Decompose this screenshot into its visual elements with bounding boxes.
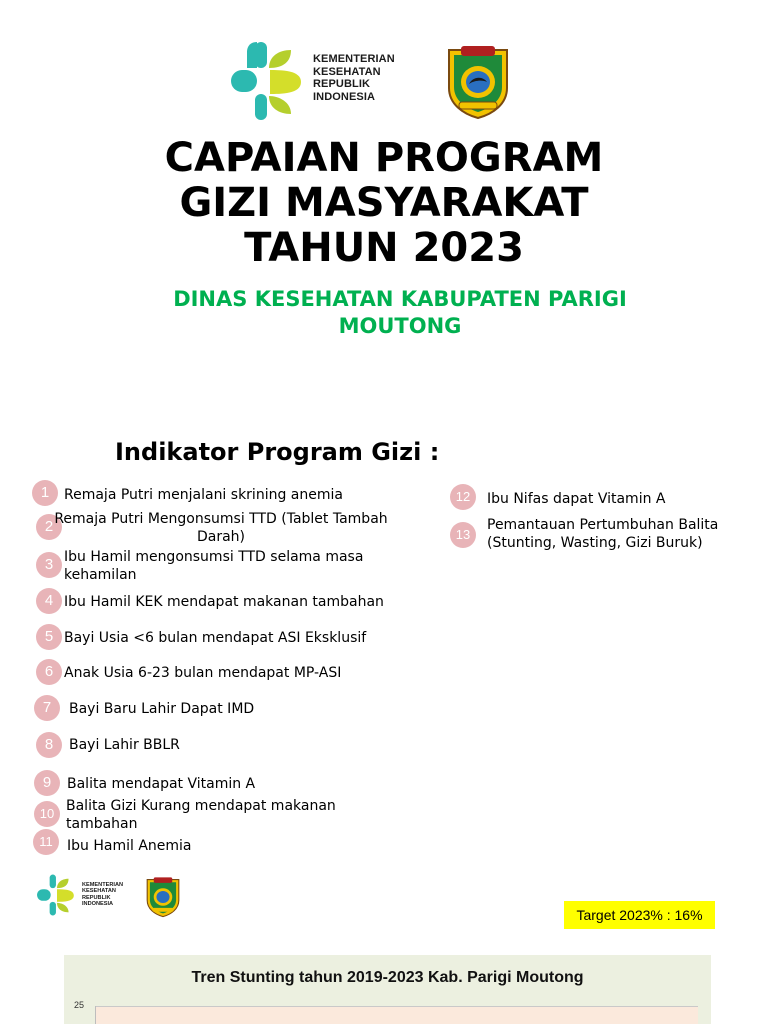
regency-crest bbox=[445, 44, 511, 120]
stunting-trend-chart bbox=[64, 955, 711, 1024]
page-subtitle bbox=[120, 286, 680, 340]
regency-crest-icon bbox=[445, 44, 511, 120]
indicator-text: Balita mendapat Vitamin A bbox=[67, 776, 256, 792]
kemenkes-emblem-icon bbox=[36, 873, 78, 917]
indicator-text: Ibu Hamil KEK mendapat makanan tambahan bbox=[64, 594, 384, 610]
indicator-text: Bayi Lahir BBLR bbox=[69, 737, 180, 753]
chart-plot-area bbox=[96, 1007, 698, 1024]
wordmark-line: REPUBLIK bbox=[82, 894, 111, 901]
indicator-text: Pemantauan Pertumbuhan Balita (Stunting, Wasting, Gizi Buruk) bbox=[487, 517, 719, 551]
number-badge: 12 bbox=[450, 484, 476, 510]
subtitle-line: DINAS KESEHATAN KABUPATEN PARIGI bbox=[173, 287, 627, 311]
wordmark-line: INDONESIA bbox=[313, 90, 376, 103]
indicator-text: Ibu Nifas dapat Vitamin A bbox=[487, 491, 666, 507]
chart-gridline bbox=[96, 1006, 698, 1007]
subtitle-line: MOUTONG bbox=[338, 314, 462, 338]
indicator-text: Remaja Putri menjalani skrining anemia bbox=[64, 487, 343, 503]
indicator-heading: Indikator Program Gizi : bbox=[115, 438, 440, 466]
regency-crest-icon bbox=[145, 876, 181, 918]
number-badge: 5 bbox=[36, 624, 62, 650]
title-line: CAPAIAN PROGRAM bbox=[164, 135, 604, 181]
number-badge: 6 bbox=[36, 659, 62, 685]
chart-title: Tren Stunting tahun 2019-2023 Kab. Parigi Moutong bbox=[191, 969, 584, 986]
kemenkes-wordmark bbox=[313, 53, 395, 103]
wordmark-line: INDONESIA bbox=[82, 900, 114, 907]
number-badge: 1 bbox=[32, 480, 58, 506]
page-title bbox=[0, 136, 768, 271]
indicator-text: Ibu Hamil mengonsumsi TTD selama masa kehamilan bbox=[64, 549, 364, 583]
wordmark-line: KEMENTERIAN bbox=[313, 53, 395, 65]
wordmark-line: KESEHATAN bbox=[313, 65, 381, 78]
number-badge: 8 bbox=[36, 732, 62, 758]
indicator-text: Anak Usia 6-23 bulan mendapat MP-ASI bbox=[64, 665, 342, 681]
indicator-text: Bayi Baru Lahir Dapat IMD bbox=[69, 701, 255, 717]
number-badge: 9 bbox=[34, 770, 60, 796]
wordmark-line: KEMENTERIAN bbox=[82, 882, 124, 888]
number-badge: 13 bbox=[450, 522, 476, 548]
kemenkes-logo bbox=[229, 40, 404, 122]
target-badge: Target 2023% : 16% bbox=[564, 901, 715, 929]
number-badge: 11 bbox=[33, 829, 59, 855]
number-badge: 10 bbox=[34, 801, 60, 827]
number-badge: 7 bbox=[34, 695, 60, 721]
number-badge: 4 bbox=[36, 588, 62, 614]
indicator-text: Balita Gizi Kurang mendapat makanan tambahan bbox=[66, 798, 336, 832]
kemenkes-logo-small bbox=[36, 873, 136, 917]
chart-y-axis bbox=[95, 1006, 96, 1024]
number-badge: 3 bbox=[36, 552, 62, 578]
regency-crest-small bbox=[145, 876, 181, 918]
wordmark-line: KESEHATAN bbox=[82, 888, 116, 895]
wordmark-line: REPUBLIK bbox=[313, 78, 371, 90]
y-tick-label: 25 bbox=[74, 1000, 85, 1010]
indicator-text: Bayi Usia <6 bulan mendapat ASI Eksklusif bbox=[64, 630, 367, 646]
kemenkes-wordmark-small bbox=[82, 882, 123, 907]
indicator-text: Remaja Putri Mengonsumsi TTD (Tablet Tambah Darah) bbox=[54, 511, 388, 545]
indicator-text: Ibu Hamil Anemia bbox=[67, 838, 192, 854]
title-line: TAHUN 2023 bbox=[244, 225, 524, 271]
kemenkes-emblem-icon bbox=[229, 40, 309, 122]
number-badge: 2 bbox=[36, 514, 62, 540]
title-line: GIZI MASYARAKAT bbox=[179, 180, 589, 226]
